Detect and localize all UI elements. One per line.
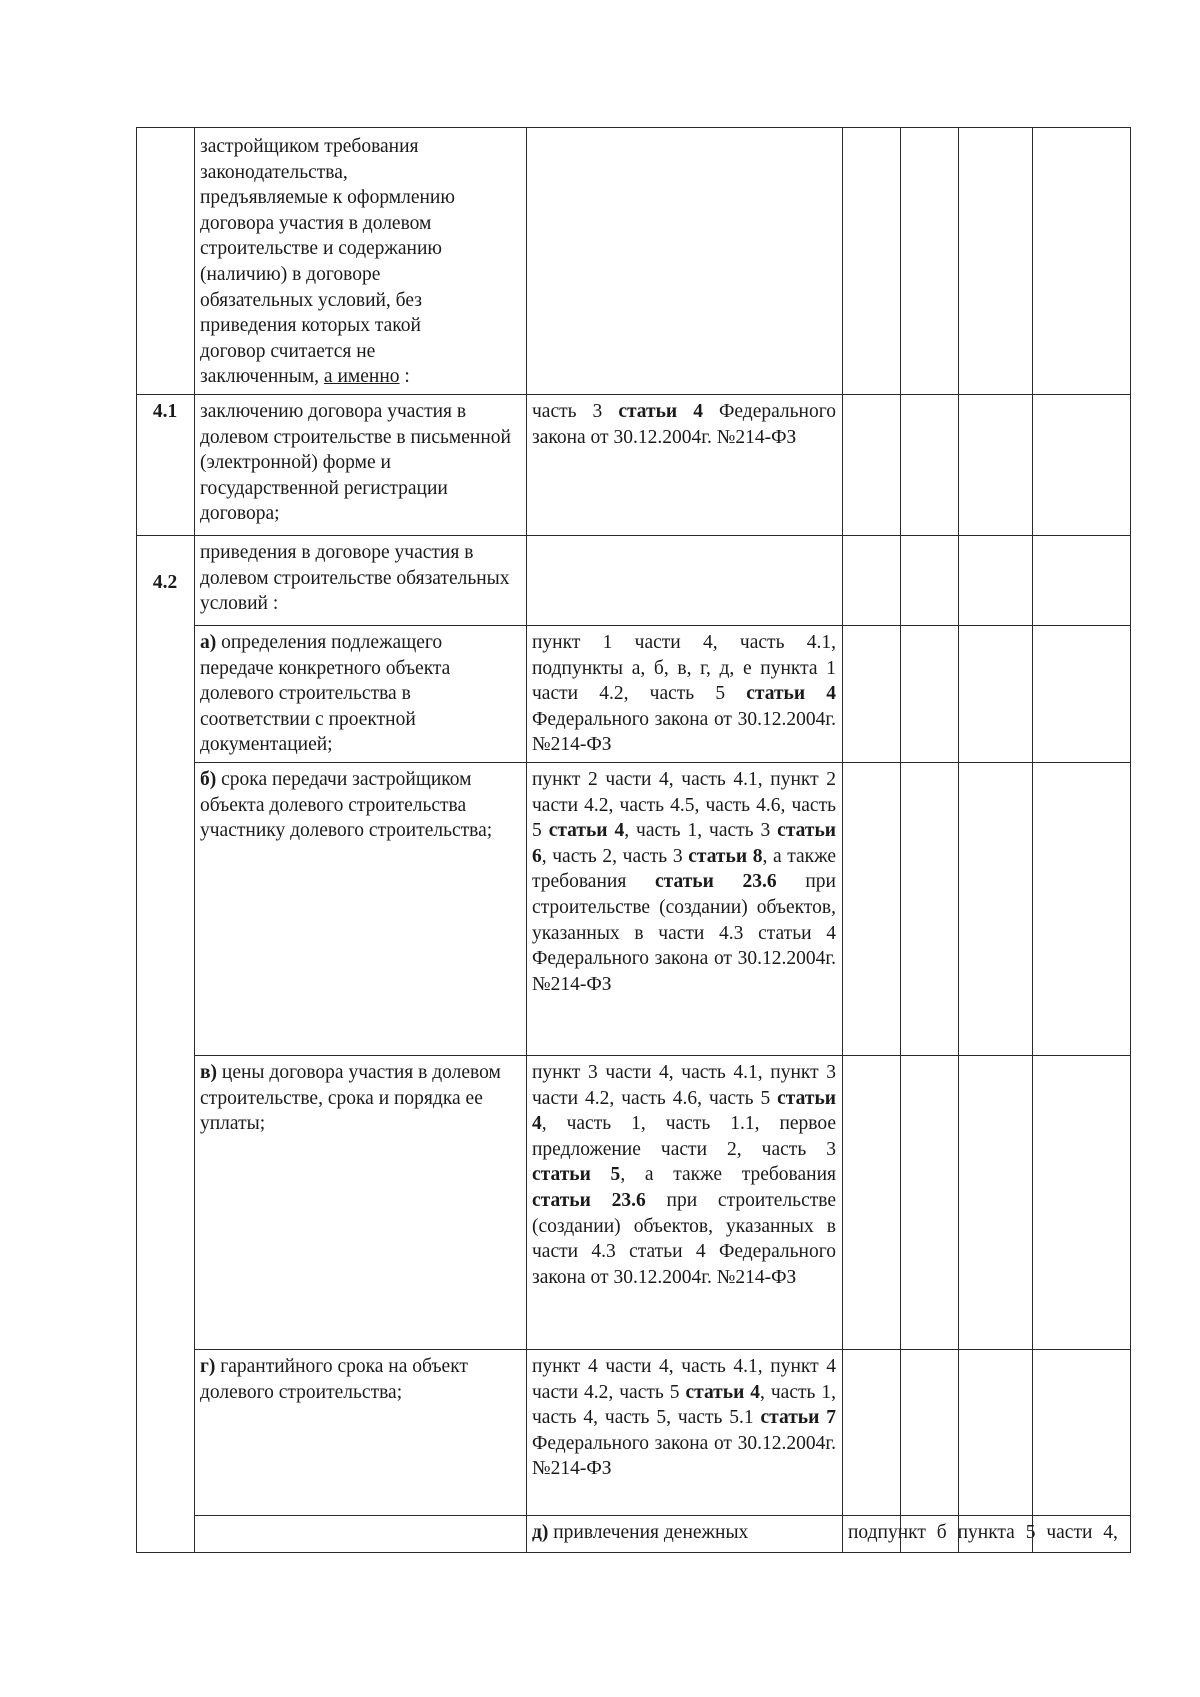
reference-article: статьи 8 xyxy=(688,845,763,867)
empty-cell xyxy=(1033,626,1131,763)
empty-cell xyxy=(843,128,901,395)
empty-cell xyxy=(959,536,1033,626)
reference-article: статьи 23.6 xyxy=(532,1189,646,1211)
row-number: 4.2 xyxy=(152,572,178,593)
underlined-text: а именно xyxy=(323,366,400,388)
reference-text: пункт 2 части 4, часть 4.1, пункт 2 части 4.2, часть 4.5, часть 4.6, часть 5 xyxy=(532,769,836,842)
item-letter: а) xyxy=(200,632,217,653)
requirement-line: строительстве и содержанию xyxy=(200,238,442,260)
reference-article: статьи 4 xyxy=(548,820,625,842)
empty-cell xyxy=(1033,1056,1131,1350)
reference-article: статьи 4 xyxy=(685,1381,761,1403)
empty-cell xyxy=(843,763,901,1056)
requirement-text-cell xyxy=(527,1516,843,1553)
reference-text: пункт 4 части 4, часть 4.1, пункт 4 части 4.2, часть 5 xyxy=(532,1356,836,1403)
empty-cell xyxy=(901,763,959,1056)
reference-article: статьи 7 xyxy=(760,1407,836,1429)
reference-text: , а также требования xyxy=(620,1164,837,1186)
item-letter: б) xyxy=(200,769,217,790)
empty-cell xyxy=(901,536,959,626)
empty-cell xyxy=(1033,128,1131,395)
reference-article: статьи 4 xyxy=(746,683,837,705)
requirement-text-cell xyxy=(195,1350,527,1516)
reference-text: при строительстве (создании) объектов, указанных в части 4.3 статьи 4 Федерального закона от 30.12.2004г. №214-ФЗ xyxy=(532,871,836,995)
requirement-text-cell xyxy=(195,626,527,763)
empty-cell xyxy=(843,1350,901,1516)
reference-text: часть 3 xyxy=(532,401,619,422)
empty-cell xyxy=(1033,536,1131,626)
requirement-text-cell xyxy=(195,1056,527,1350)
table-row xyxy=(137,536,1131,626)
item-letter: г) xyxy=(200,1356,216,1377)
row-number-cell xyxy=(137,536,195,1553)
requirement-text: определения подлежащего передаче конкретного объекта долевого строительства в соответствии с проектной документацией; xyxy=(200,632,451,756)
table-row xyxy=(137,395,1131,536)
requirement-line: законодательства, xyxy=(200,161,348,183)
empty-cell xyxy=(1033,763,1131,1056)
empty-cell xyxy=(959,1350,1033,1516)
item-letter: д) xyxy=(532,1522,549,1543)
legal-reference-cell xyxy=(527,1056,843,1350)
legal-reference-cell xyxy=(527,1350,843,1516)
requirement-text-cell: приведения в договоре участия в долевом строительстве обязательных условий : xyxy=(195,536,527,626)
reference-text: , а также требования xyxy=(532,845,837,893)
legal-reference-cell xyxy=(527,763,843,1056)
table-row xyxy=(137,763,1131,1056)
requirement-text: : xyxy=(399,366,410,388)
requirement-line: предъявляемые к оформлению xyxy=(200,187,455,209)
reference-article: статьи 23.6 xyxy=(655,871,777,893)
requirement-text: гарантийного срока на объект долевого строительства; xyxy=(200,1356,468,1403)
empty-cell xyxy=(959,395,1033,536)
legal-reference-cell xyxy=(527,536,843,626)
requirement-text: привлечения денежных xyxy=(548,1522,749,1543)
reference-article: статьи 6 xyxy=(532,820,837,867)
empty-cell xyxy=(901,128,959,395)
requirement-line: договора участия в долевом xyxy=(200,212,432,234)
reference-text: пункт 3 части 4, часть 4.1, пункт 3 части 4.2, часть 4.6, часть 5 xyxy=(532,1062,836,1109)
table-row xyxy=(137,1350,1131,1516)
reference-article: статьи 4 xyxy=(532,1087,836,1135)
requirement-line: (наличию) в договоре xyxy=(200,263,381,285)
empty-cell xyxy=(843,395,901,536)
empty-cell xyxy=(843,1056,901,1350)
legal-reference-cell xyxy=(843,1516,1118,1553)
empty-cell xyxy=(901,1350,959,1516)
empty-cell xyxy=(843,536,901,626)
reference-text: подпункт б пункта 5 части 4, xyxy=(848,1522,1118,1543)
empty-cell xyxy=(901,626,959,763)
reference-text: , часть 1, часть 3 xyxy=(624,820,778,842)
reference-text: Федерального закона от 30.12.2004г. №214-ФЗ xyxy=(532,1432,836,1480)
reference-text: , часть 1, часть 4, часть 5, часть 5.1 xyxy=(532,1381,836,1429)
legal-reference-cell xyxy=(527,626,843,763)
empty-cell xyxy=(1033,395,1131,536)
requirement-line: застройщиком требования xyxy=(200,136,419,157)
legal-reference-cell xyxy=(527,395,843,536)
reference-text: при строительстве (создании) объектов, указанных в части 4.3 статьи 4 Федерального закона от 30.12.2004г. №214-ФЗ xyxy=(532,1189,836,1288)
reference-text: пункт 1 части 4, часть 4.1, подпункты а, б, в, г, д, е пункта 1 части 4.2, часть 5 xyxy=(532,632,836,705)
reference-article: статьи 4 xyxy=(618,401,703,422)
requirement-line: обязательных условий, без xyxy=(200,289,422,311)
requirements-table xyxy=(136,127,1131,1553)
requirement-text-cell: заключению договора участия в долевом строительстве в письменной (электронной) форме и государственной регистрации договора; xyxy=(195,395,527,536)
empty-cell xyxy=(843,626,901,763)
empty-cell xyxy=(959,763,1033,1056)
reference-text: , часть 1, часть 1.1, первое предложение части 2, часть 3 xyxy=(532,1113,836,1160)
empty-cell xyxy=(959,1056,1033,1350)
row-number-cell xyxy=(195,1516,527,1553)
reference-article: статьи 5 xyxy=(532,1164,621,1186)
requirement-line xyxy=(200,364,520,390)
empty-cell xyxy=(901,1056,959,1350)
empty-cell xyxy=(1033,1350,1131,1516)
row-number-cell xyxy=(137,128,195,395)
requirement-line: приведения которых такой xyxy=(200,315,421,337)
empty-cell xyxy=(959,626,1033,763)
legal-reference-cell xyxy=(527,128,843,395)
requirement-text-cell xyxy=(195,128,527,395)
requirement-text: заключенным, xyxy=(200,366,324,388)
table-row xyxy=(137,128,1131,395)
table-row xyxy=(137,1516,1131,1553)
row-number-cell: 4.1 xyxy=(137,395,195,536)
empty-cell xyxy=(901,395,959,536)
requirement-line: договор считается не xyxy=(200,340,376,362)
table-row xyxy=(137,626,1131,763)
reference-text: Федерального закона от 30.12.2004г. №214-ФЗ xyxy=(532,708,836,756)
requirement-text: срока передачи застройщиком объекта долевого строительства участнику долевого строительства; xyxy=(200,769,493,842)
table-row xyxy=(137,1056,1131,1350)
empty-cell xyxy=(959,128,1033,395)
reference-text: , часть 2, часть 3 xyxy=(541,845,689,867)
reference-text: Федерального закона от 30.12.2004г. №214-ФЗ xyxy=(532,401,837,448)
item-letter: в) xyxy=(200,1062,218,1083)
requirement-text: цены договора участия в долевом строительстве, срока и порядка ее уплаты; xyxy=(200,1062,501,1135)
requirement-text-cell xyxy=(195,763,527,1056)
